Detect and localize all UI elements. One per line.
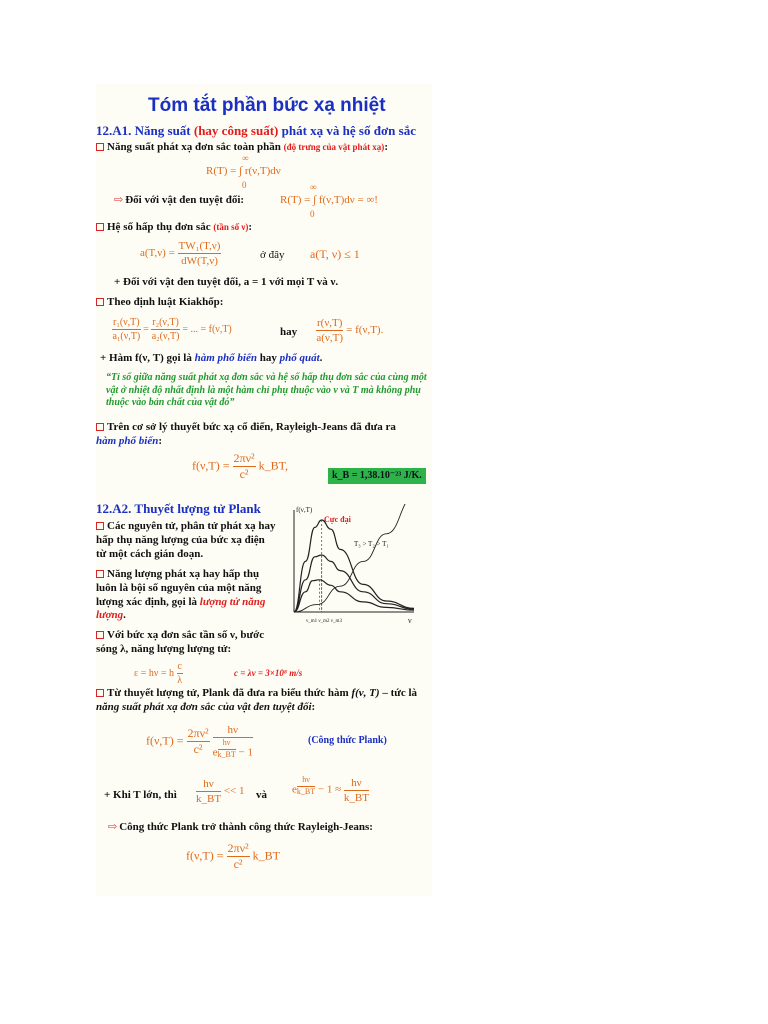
blackbody-absorption-note: + Đối với vật đen tuyệt đối, a = 1 với mọi T và ν.: [114, 276, 339, 288]
hay-label: hay: [280, 326, 298, 338]
integral-upper-limit: ∞: [242, 153, 249, 163]
bullet-rayleigh-jeans: Trên cơ sở lý thuyết bức xạ cổ điển, Rayleigh-Jeans đã đưa ra hàm phổ biến:: [96, 421, 396, 447]
bullet-discrete-emission: Các nguyên tử, phân tử phát xạ hay hấp thụ năng lượng của bức xạ điện từ một cách gián đoạn.: [96, 520, 276, 560]
speed-of-light-equation: c = λν = 3×10⁸ m/s: [234, 668, 303, 678]
square-bullet-icon: [96, 522, 104, 530]
boltzmann-constant-box: k_B = 1,38.10⁻²³ J/K.: [328, 468, 426, 484]
y-axis-label: f(ν,T): [296, 506, 313, 514]
absorption-bound: a(T, ν) ≤ 1: [310, 247, 360, 261]
bullet-energy-quantum: Năng lượng phát xạ hay hấp thụ luôn là bội số nguyên của một năng lượng xác định, gọi là lượng tử năng lượng.: [96, 568, 266, 622]
square-bullet-icon: [96, 689, 104, 697]
planck-formula: f(ν,T) = $\frac{\text{2πν²}}{\text{c²}}$ hν e $^{\frac{h\nu}{k\_BT}}$ − 1: [146, 724, 253, 759]
x-axis-label: ν: [408, 616, 412, 625]
bullet-radiant-emittance: Năng suất phát xạ đơn sắc toàn phần (độ trưng của vật phát xạ):: [96, 142, 388, 153]
section-a2-heading: 12.A2. Thuyết lượng tử Plank: [96, 501, 261, 516]
square-bullet-icon: [96, 570, 104, 578]
bullet-absorption-coefficient: Hệ số hấp thụ đơn sắc (tần số ν):: [96, 222, 252, 233]
bullet-kirchhoff: Theo định luật Kiakhốp:: [96, 297, 223, 308]
kirchhoff-quote: “Tỉ số giữa năng suất phát xạ đơn sắc và hệ số hấp thụ đơn sắc của cùng một vật ở nhiệt độ nhất định là một hàm chỉ phụ thuộc vào ν và T mà không phụ thuộc vào bản chất của vật đó”: [106, 372, 427, 408]
square-bullet-icon: [96, 298, 104, 306]
exponential-approximation: e $^{\frac{h\nu}{k\_BT}}$ − 1 ≈ $\frac{h\nu}{k\_BT}$: [292, 775, 369, 804]
photon-energy-equation: ε = hν = h $\frac{c}{\lambda}$: [134, 661, 183, 686]
integral-upper-limit-2: ∞: [310, 182, 317, 192]
equation-R-blackbody: R(T) = ∫ f(ν,T)dν = ∞!: [280, 194, 378, 206]
arrow-right-icon: ⇨: [108, 821, 118, 833]
planck-formula-label: (Công thức Plank): [308, 735, 387, 746]
equation-R: R(T) = ∫ r(ν,T)dν: [206, 165, 281, 177]
large-t-inequality: $\frac{h\nu}{k\_BT}$ << 1: [196, 778, 245, 806]
square-bullet-icon: [96, 631, 104, 639]
section-a1-heading: 12.A1. Năng suất (hay công suất) phát xạ và hệ số đơn sắc: [96, 123, 416, 138]
page-title: Tóm tắt phần bức xạ nhiệt: [148, 95, 386, 116]
kirchhoff-equation-2: $\frac{r(\nu,T)}{a(\nu,T)}$ = f(ν,T).: [316, 317, 384, 345]
va-label: và: [256, 789, 267, 801]
bullet-photon-energy: Với bức xạ đơn sắc tần số ν, bước sóng λ, năng lượng lượng tử:: [96, 629, 265, 655]
conclusion-note: ⇨ Công thức Plank trở thành công thức Rayleigh-Jeans:: [108, 821, 373, 833]
peak-label: Cực đại: [324, 515, 351, 524]
document-page: [96, 84, 432, 896]
square-bullet-icon: [96, 143, 104, 151]
curve-rayleigh-jeans: [294, 504, 414, 612]
o-day-label: ở đây: [260, 249, 285, 261]
integral-lower-limit: 0: [242, 180, 247, 190]
kirchhoff-equation: $\frac{\text{r₁(ν,T)}}{\text{a₁(ν,T)}}$ = $\frac{\text{r₂(ν,T)}}{\text{a₂(ν,T)}}$ = ... = f(ν,T): [112, 317, 232, 342]
arrow-right-icon: ⇨: [114, 194, 124, 206]
integral-lower-limit-2: 0: [310, 209, 315, 219]
blackbody-spectrum-chart: [280, 504, 420, 632]
curve-t2: [294, 555, 414, 612]
large-t-condition: + Khi T lớn, thì: [104, 789, 177, 801]
square-bullet-icon: [96, 223, 104, 231]
temperature-order-label: T₃ > T₂ > T₁: [354, 540, 389, 548]
square-bullet-icon: [96, 423, 104, 431]
equation-absorption: a(T,ν) = $\frac{\text{TW₁(T,ν)}}{dW(T,\nu)}$: [140, 240, 221, 268]
rayleigh-jeans-equation: f(ν,T) = $\frac{\text{2πν²}}{\text{c²}}$ k_BT,: [192, 451, 289, 482]
blackbody-note: ⇨ Đối với vật đen tuyệt đối:: [114, 194, 245, 206]
universal-function-note: + Hàm f(ν, T) gọi là hàm phổ biến hay phổ quát.: [100, 352, 323, 364]
peak-frequency-labels: ν_m1 ν_m2 ν_m3: [306, 619, 342, 624]
bullet-planck-derivation: Từ thuyết lượng tử, Plank đã đưa ra biểu thức hàm f(ν, T) – tức là năng suất phát xạ đơn sắc của vật đen tuyệt đối:: [96, 687, 418, 713]
rayleigh-jeans-limit-formula: f(ν,T) = $\frac{\text{2πν²}}{\text{c²}}$ k_BT: [186, 841, 280, 872]
